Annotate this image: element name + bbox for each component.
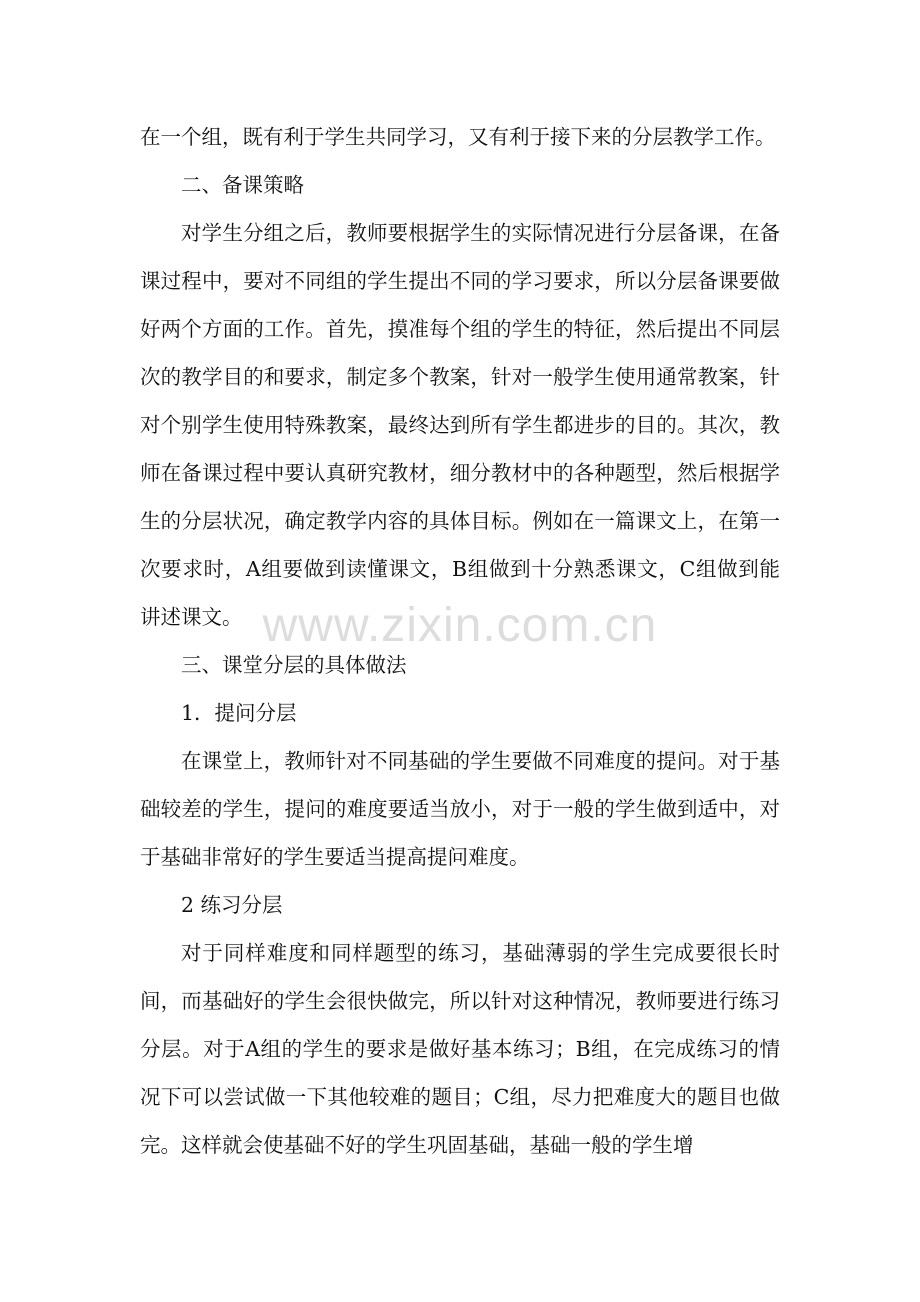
- paragraph-lesson-prep: 对学生分组之后，教师要根据学生的实际情况进行分层备课，在备课过程中，要对不同组的学生提出不同的学习要求，所以分层备课要做好两个方面的工作。首先，摸准每个组的学生的特征，然后提出不同层次的教学目的和要求，制定多个教案，针对一般学生使用通常教案，针对个别学生使用特殊教案，最终达到所有学生都进步的目的。其次，教师在备课过程中要认真研究教材，细分教材中的各种题型，然后根据学生的分层状况，确定教学内容的具体目标。例如在一篇课文上，在第一次要求时，A组要做到读懂课文，B组做到十分熟悉课文，C组做到能讲述课文。: [140, 221, 780, 629]
- paragraph-continuation: 在一个组，既有利于学生共同学习，又有利于接下来的分层教学工作。: [140, 125, 776, 149]
- section-heading-classroom: 三、课堂分层的具体做法: [181, 653, 407, 677]
- subheading-questioning: 1．提问分层: [181, 701, 297, 725]
- watermark: www.zixin.com.cn: [262, 599, 658, 652]
- paragraph-questioning: 在课堂上，教师针对不同基础的学生要做不同难度的提问。对于基础较差的学生，提问的难度要适当放小，对于一般的学生做到适中，对于基础非常好的学生要适当提高提问难度。: [140, 749, 780, 869]
- paragraph-exercises: 对于同样难度和同样题型的练习，基础薄弱的学生完成要很长时间，而基础好的学生会很快做完，所以针对这种情况，教师要进行练习分层。对于A组的学生的要求是做好基本练习；B组，在完成练习的情况下可以尝试做一下其他较难的题目；C组，尽力把难度大的题目也做完。这样就会使基础不好的学生巩固基础，基础一般的学生增: [140, 941, 780, 1157]
- document-body: [140, 113, 780, 1169]
- section-heading-lesson-prep: 二、备课策略: [181, 173, 304, 197]
- subheading-exercises: 2 练习分层: [181, 893, 283, 917]
